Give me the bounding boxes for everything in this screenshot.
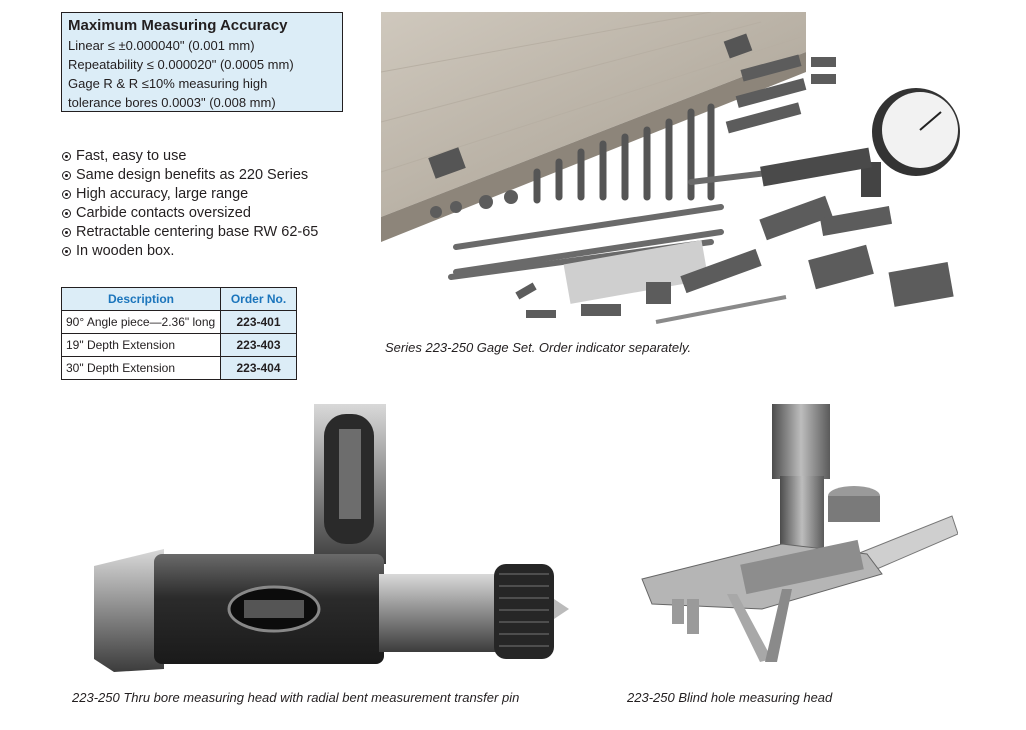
table-row — [62, 334, 297, 357]
accuracy-line: Gage R & R ≤10% measuring high — [68, 76, 268, 91]
feature-item: Same design benefits as 220 Series — [62, 166, 362, 185]
feature-item: Fast, easy to use — [62, 147, 362, 166]
feature-item: High accuracy, large range — [62, 185, 362, 204]
feature-item: Retractable centering base RW 62-65 — [62, 223, 362, 242]
thru-bore-image — [94, 404, 572, 672]
accuracy-line: tolerance bores 0.0003" (0.008 mm) — [68, 95, 276, 110]
gage-set-photo — [381, 12, 970, 332]
bullet-icon — [62, 247, 71, 256]
cell-order-no: 223-403 — [221, 334, 297, 357]
bullet-icon — [62, 171, 71, 180]
gage-set-image — [381, 12, 970, 332]
table-row — [62, 311, 297, 334]
bullet-icon — [62, 190, 71, 199]
cell-description: 19" Depth Extension — [62, 334, 221, 357]
bullet-icon — [62, 209, 71, 218]
cell-description: 90° Angle piece—2.36" long — [62, 311, 221, 334]
caption-gage-set: Series 223-250 Gage Set. Order indicator separately. — [385, 340, 692, 355]
feature-item: In wooden box. — [62, 242, 362, 261]
accuracy-box — [61, 12, 343, 112]
bullet-icon — [62, 228, 71, 237]
accuracy-line: Linear ≤ ±0.000040" (0.001 mm) — [68, 38, 255, 53]
bullet-icon — [62, 152, 71, 161]
blind-hole-image — [632, 404, 958, 670]
feature-list — [62, 147, 362, 261]
accuracy-heading: Maximum Measuring Accuracy — [68, 17, 288, 34]
table-row — [62, 357, 297, 380]
caption-thru-bore: 223-250 Thru bore measuring head with radial bent measurement transfer pin — [72, 690, 520, 705]
accuracy-line: Repeatability ≤ 0.000020" (0.0005 mm) — [68, 57, 294, 72]
caption-blind-hole: 223-250 Blind hole measuring head — [627, 690, 833, 705]
order-table — [61, 287, 297, 380]
column-header-order-no: Order No. — [221, 288, 297, 311]
feature-item: Carbide contacts oversized — [62, 204, 362, 223]
cell-order-no: 223-404 — [221, 357, 297, 380]
blind-hole-photo — [632, 404, 958, 670]
column-header-description: Description — [62, 288, 221, 311]
cell-description: 30" Depth Extension — [62, 357, 221, 380]
table-header-row — [62, 288, 297, 311]
thru-bore-photo — [94, 404, 572, 672]
cell-order-no: 223-401 — [221, 311, 297, 334]
